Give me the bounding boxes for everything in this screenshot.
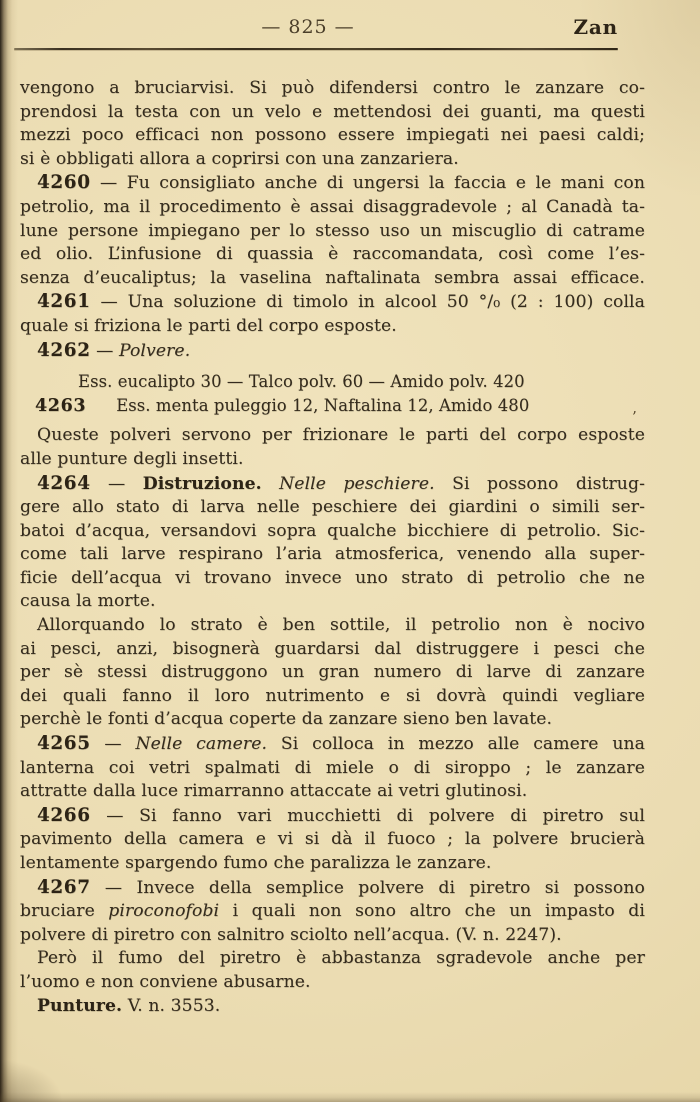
text-line: [20, 394, 645, 419]
text-line: [20, 243, 645, 267]
text-segment: l’uomo e non conviene abusarne.: [20, 971, 311, 992]
text-segment: Nelle peschiere.: [279, 473, 435, 494]
text-segment: —: [90, 734, 136, 755]
text-segment: ficie dell’acqua vi trovano invece uno strato di petrolio che ne: [20, 567, 645, 588]
page-corner-shadow: [0, 1042, 90, 1102]
text-segment: 4267: [37, 876, 91, 898]
text-line: [20, 472, 645, 497]
text-line: [20, 732, 645, 757]
text-line: [20, 995, 645, 1019]
text-line: [20, 661, 645, 685]
text-segment: Punture.: [37, 995, 123, 1016]
text-segment: — Una soluzione di timolo in alcool 50 °/₀ (2 : 100) colla: [90, 292, 645, 313]
text-segment: V. n. 3553.: [122, 995, 221, 1016]
text-line: [20, 567, 645, 591]
text-segment: 4260: [37, 172, 91, 194]
text-segment: — Invece della semplice polvere di piretro si possono: [90, 877, 645, 898]
text-line: [20, 780, 645, 804]
text-line: [20, 900, 645, 924]
text-segment: Si possono distrug-: [434, 473, 645, 494]
text-segment: polvere di piretro con salnitro sciolto nell’acqua. (V. n. 2247).: [20, 924, 562, 945]
section-label: Zan: [573, 15, 618, 39]
text-segment: Queste polveri servono per frizionare le parti del corpo esposte: [37, 425, 645, 446]
text-line: [20, 77, 645, 101]
page-left-edge-shadow: [0, 0, 18, 1102]
text-line: [20, 614, 645, 638]
text-line: [20, 370, 645, 394]
text-segment: i quali non sono altro che un impasto di: [219, 901, 645, 922]
text-segment: lentamente spargendo fumo che paralizza le zanzare.: [20, 853, 492, 873]
text-block: [20, 77, 645, 1018]
text-line: [20, 924, 645, 948]
text-segment: — Si fanno vari mucchietti di polvere di piretro sul: [90, 805, 645, 826]
text-segment: 4266: [37, 804, 91, 826]
text-line: [20, 101, 645, 125]
text-segment: causa la morte.: [20, 591, 156, 612]
text-line: [20, 947, 645, 971]
text-segment: come tali larve respirano l’aria atmosferica, venendo alla super-: [20, 544, 645, 565]
text-segment: pavimento della camera e vi si dà il fuoco ; la polvere brucierà: [20, 829, 645, 850]
page-number: — 825 —: [261, 16, 355, 38]
text-line: [20, 852, 645, 876]
text-line: [20, 876, 645, 901]
text-line: [20, 757, 645, 781]
text-segment: dei quali fanno il loro nutrimento e si dovrà quindi vegliare: [20, 685, 645, 706]
text-segment: quale si friziona le parti del corpo esposte.: [20, 315, 397, 336]
text-segment: attratte dalla luce rimarranno attaccate ai vetri glutinosi.: [20, 781, 528, 802]
text-segment: gere allo stato di larva nelle peschiere dei giardini o simili ser-: [20, 497, 645, 518]
text-segment: lune persone impiegano per lo stesso uso un miscuglio di catrame: [20, 220, 645, 241]
text-line: [20, 543, 645, 567]
text-segment: Nelle camere.: [135, 734, 268, 755]
text-line: [20, 339, 645, 364]
header-rule: [14, 48, 618, 50]
text-segment: prendosi la testa con un velo e mettendosi dei guanti, ma questi: [20, 101, 645, 122]
text-segment: ed olio. L’infusione di quassia è raccomandata, così come l’es-: [20, 244, 645, 265]
text-segment: 4261: [37, 291, 91, 313]
text-segment: Ess. eucalipto 30 — Talco polv. 60 — Amido polv. 420: [78, 372, 525, 392]
text-segment: perchè le fonti d’acqua coperte da zanzare sieno ben lavate.: [20, 709, 553, 730]
text-segment: ai pesci, anzi, bisognerà guardarsi dal distruggere i pesci che: [20, 638, 645, 659]
text-segment: Ess. menta puleggio 12, Naftalina 12, Amido 480: [116, 395, 530, 415]
text-line: [20, 590, 645, 614]
text-segment: Però il fumo del piretro è abbastanza sgradevole anche per: [37, 948, 645, 969]
text-line: [20, 520, 645, 544]
stray-mark: ’: [632, 408, 637, 426]
text-segment: lanterna coi vetri spalmati di miele o di siroppo ; le zanzare: [20, 757, 645, 778]
text-line: [20, 124, 645, 148]
text-line: [20, 171, 645, 196]
page-header: [0, 15, 700, 43]
text-segment: 4262: [37, 339, 91, 361]
text-line: [20, 638, 645, 662]
text-line: [20, 148, 645, 172]
text-segment: Distruzione.: [142, 473, 262, 494]
text-segment: 4264: [37, 472, 91, 494]
text-line: [20, 315, 645, 339]
text-line: [20, 290, 645, 315]
text-line: [20, 828, 645, 852]
text-segment: senza d’eucaliptus; la vaselina naftalinata sembra assai efficace.: [20, 267, 645, 288]
text-segment: bruciare: [20, 901, 109, 922]
text-segment: Si colloca in mezzo alle camere una: [267, 734, 646, 755]
text-segment: 4265: [37, 733, 91, 755]
text-line: [20, 685, 645, 709]
text-line: [20, 196, 645, 220]
text-line: [20, 424, 645, 448]
text-line: [20, 804, 645, 829]
text-line: [20, 971, 645, 995]
text-segment: batoi d’acqua, versandovi sopra qualche bicchiere di petrolio. Sic-: [20, 520, 645, 541]
text-segment: —: [90, 340, 120, 361]
text-segment: mezzi poco efficaci non possono essere impiegati nei paesi caldi;: [20, 125, 645, 146]
text-segment: 4263: [35, 395, 87, 416]
text-line: [20, 220, 645, 244]
text-segment: petrolio, ma il procedimento è assai disaggradevole ; al Canadà ta-: [20, 196, 645, 217]
text-line: [20, 496, 645, 520]
text-segment: piroconofobi: [108, 901, 220, 922]
text-segment: si è obbligati allora a coprirsi con una zanzariera.: [20, 148, 459, 169]
text-line: [20, 267, 645, 291]
text-line: [20, 708, 645, 732]
text-segment: —: [90, 473, 143, 494]
text-segment: [262, 474, 279, 494]
text-segment: per sè stessi distruggono un gran numero di larve di zanzare: [20, 662, 645, 683]
text-line: [20, 448, 645, 472]
text-segment: — Fu consigliato anche di ungersi la faccia e le mani con: [90, 173, 645, 194]
text-segment: vengono a bruciarvisi. Si può difendersi contro le zanzare co-: [20, 78, 645, 98]
page-bottom-edge-shadow: [0, 1092, 700, 1102]
text-segment: Allorquando lo strato è ben sottile, il petrolio non è nocivo: [37, 615, 645, 636]
text-segment: Polvere.: [119, 340, 191, 361]
text-segment: alle punture degli insetti.: [20, 448, 244, 469]
